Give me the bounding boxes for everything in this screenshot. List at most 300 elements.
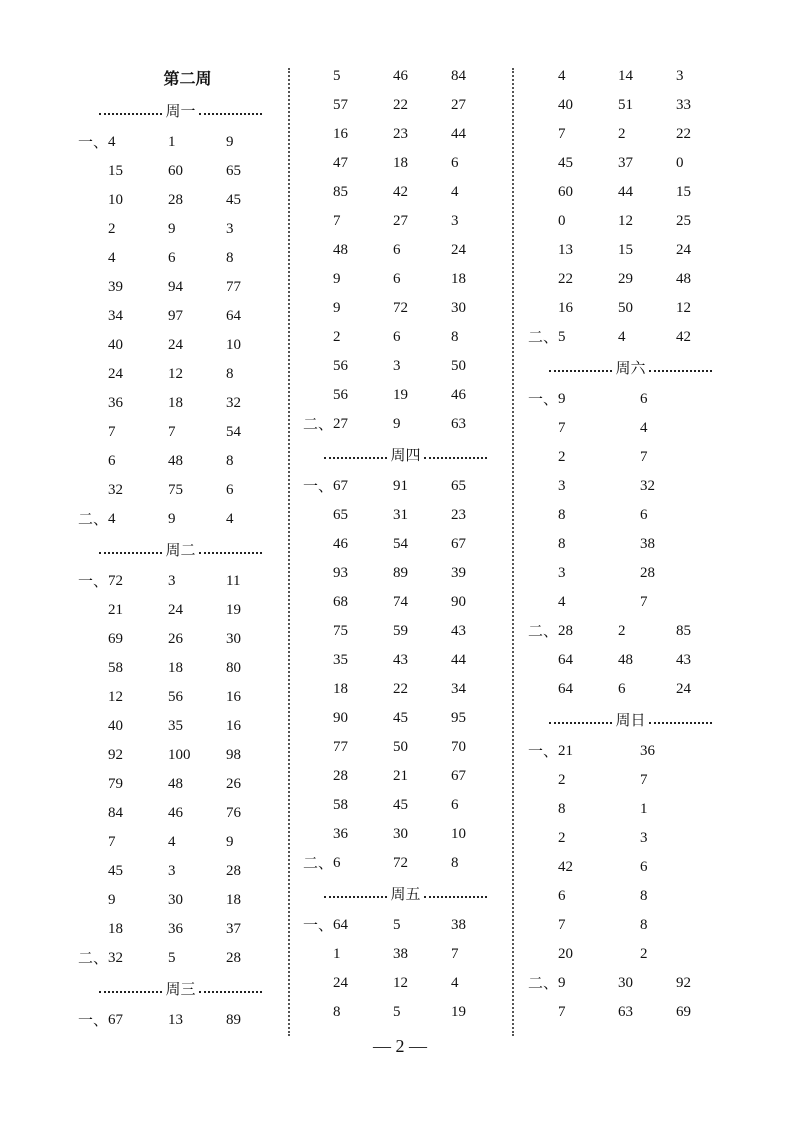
answer-value: 59 (393, 623, 408, 639)
section-marker: 一、 (303, 916, 334, 934)
answer-value: 64 (558, 652, 573, 668)
answer-value: 7 (640, 594, 648, 610)
section-marker: 一、 (528, 390, 559, 408)
answer-row (303, 91, 508, 120)
answer-row (528, 385, 733, 414)
section-marker: 一、 (303, 477, 334, 495)
answer-value: 13 (558, 242, 573, 258)
answer-value: 64 (558, 681, 573, 697)
answer-value: 7 (558, 1004, 566, 1020)
answer-row (78, 886, 283, 915)
answer-value: 32 (640, 478, 655, 494)
dotted-leader (199, 113, 262, 115)
answer-value: 3 (558, 565, 566, 581)
answer-value: 67 (108, 1012, 123, 1028)
answer-value: 5 (168, 950, 176, 966)
answer-value: 4 (558, 68, 566, 84)
answer-value: 8 (558, 536, 566, 552)
answer-value: 43 (393, 652, 408, 668)
answer-value: 7 (108, 834, 116, 850)
answer-value: 46 (333, 536, 348, 552)
answer-row (78, 567, 283, 596)
answer-value: 40 (108, 337, 123, 353)
answer-value: 10 (108, 192, 123, 208)
answer-value: 74 (393, 594, 408, 610)
answer-value: 5 (393, 917, 401, 933)
answer-value: 54 (226, 424, 241, 440)
section-marker: 一、 (528, 742, 559, 760)
dotted-leader (424, 896, 487, 898)
answer-row (303, 381, 508, 410)
answer-value: 45 (558, 155, 573, 171)
answer-row (78, 186, 283, 215)
answer-value: 45 (393, 797, 408, 813)
answer-value: 84 (108, 805, 123, 821)
answer-row (303, 472, 508, 501)
answer-value: 64 (226, 308, 241, 324)
answer-value: 43 (451, 623, 466, 639)
answer-value: 7 (558, 917, 566, 933)
answer-value: 56 (168, 689, 183, 705)
answer-value: 98 (226, 747, 241, 763)
day-label: 周四 (390, 446, 421, 464)
answer-value: 12 (168, 366, 183, 382)
answer-value: 64 (333, 917, 348, 933)
answer-value: 22 (393, 97, 408, 113)
answer-row (528, 646, 733, 675)
answer-value: 6 (393, 329, 401, 345)
section-marker: 一、 (78, 572, 109, 590)
answer-row (78, 157, 283, 186)
answer-row (528, 207, 733, 236)
answer-row (528, 120, 733, 149)
answer-value: 40 (108, 718, 123, 734)
answer-value: 72 (108, 573, 123, 589)
answer-value: 31 (393, 507, 408, 523)
answer-value: 94 (168, 279, 183, 295)
answer-value: 65 (333, 507, 348, 523)
answer-value: 7 (640, 449, 648, 465)
answer-value: 77 (333, 739, 348, 755)
answer-value: 4 (640, 420, 648, 436)
dotted-leader (549, 370, 612, 372)
answer-row (303, 820, 508, 849)
answer-value: 58 (333, 797, 348, 813)
section-marker: 二、 (528, 974, 559, 992)
answer-value: 63 (451, 416, 466, 432)
answer-value: 8 (451, 855, 459, 871)
dotted-leader (324, 896, 387, 898)
day-label: 周日 (615, 711, 646, 729)
answer-value: 4 (108, 250, 116, 266)
answer-value: 6 (333, 855, 341, 871)
section-marker: 二、 (303, 854, 334, 872)
answer-value: 9 (333, 271, 341, 287)
answer-value: 38 (393, 946, 408, 962)
answer-row (303, 675, 508, 704)
answer-column-2 (303, 62, 508, 1027)
answer-value: 38 (451, 917, 466, 933)
answer-row (78, 360, 283, 389)
answer-value: 4 (618, 329, 626, 345)
answer-row (528, 882, 733, 911)
answer-row (78, 683, 283, 712)
answer-value: 92 (676, 975, 691, 991)
answer-value: 44 (451, 126, 466, 142)
answer-row (528, 969, 733, 998)
answer-value: 2 (558, 449, 566, 465)
day-label: 周三 (165, 980, 196, 998)
answer-row (78, 128, 283, 157)
answer-value: 69 (108, 631, 123, 647)
day-header (78, 973, 283, 1006)
dotted-leader (199, 991, 262, 993)
answer-row (78, 654, 283, 683)
answer-value: 9 (108, 892, 116, 908)
answer-value: 15 (618, 242, 633, 258)
answer-value: 9 (168, 221, 176, 237)
answer-value: 28 (558, 623, 573, 639)
answer-value: 57 (333, 97, 348, 113)
answer-value: 24 (676, 681, 691, 697)
answer-row (528, 236, 733, 265)
answer-value: 75 (168, 482, 183, 498)
answer-row (78, 741, 283, 770)
answer-row (528, 766, 733, 795)
answer-row (303, 62, 508, 91)
answer-value: 28 (168, 192, 183, 208)
answer-value: 16 (226, 689, 241, 705)
day-header (528, 704, 733, 737)
answer-row (528, 617, 733, 646)
dotted-leader (424, 457, 487, 459)
answer-value: 33 (676, 97, 691, 113)
answer-row (78, 857, 283, 886)
answer-value: 6 (393, 271, 401, 287)
answer-row (303, 501, 508, 530)
answer-value: 2 (108, 221, 116, 237)
answer-value: 18 (168, 395, 183, 411)
answer-value: 26 (168, 631, 183, 647)
answer-value: 85 (676, 623, 691, 639)
answer-value: 48 (618, 652, 633, 668)
answer-row (303, 530, 508, 559)
answer-value: 44 (451, 652, 466, 668)
answer-value: 9 (558, 975, 566, 991)
answer-row (528, 501, 733, 530)
section-marker: 一、 (78, 1011, 109, 1029)
answer-row (303, 849, 508, 878)
answer-row (528, 824, 733, 853)
answer-value: 67 (451, 536, 466, 552)
answer-value: 5 (558, 329, 566, 345)
answer-row (303, 120, 508, 149)
answer-value: 7 (333, 213, 341, 229)
answer-row (303, 969, 508, 998)
answer-row (303, 236, 508, 265)
answer-value: 6 (558, 888, 566, 904)
answer-row (303, 704, 508, 733)
answer-value: 15 (108, 163, 123, 179)
answer-value: 2 (640, 946, 648, 962)
answer-row (303, 762, 508, 791)
answer-value: 6 (640, 391, 648, 407)
answer-value: 8 (558, 801, 566, 817)
answer-value: 37 (618, 155, 633, 171)
answer-value: 72 (393, 855, 408, 871)
answer-value: 91 (393, 478, 408, 494)
answer-row (78, 331, 283, 360)
day-label: 周五 (390, 885, 421, 903)
answer-value: 9 (168, 511, 176, 527)
answer-value: 0 (676, 155, 684, 171)
answer-value: 84 (451, 68, 466, 84)
answer-value: 40 (558, 97, 573, 113)
answer-value: 67 (451, 768, 466, 784)
answer-value: 50 (393, 739, 408, 755)
dotted-leader (99, 991, 162, 993)
answer-value: 3 (451, 213, 459, 229)
answer-value: 18 (333, 681, 348, 697)
answer-value: 68 (333, 594, 348, 610)
answer-value: 7 (640, 772, 648, 788)
answer-value: 7 (558, 126, 566, 142)
answer-row (528, 853, 733, 882)
answer-row (78, 596, 283, 625)
answer-value: 32 (108, 950, 123, 966)
day-header (528, 352, 733, 385)
answer-row (303, 733, 508, 762)
answer-row (303, 149, 508, 178)
answer-value: 28 (226, 863, 241, 879)
page-number: — 2 — (373, 1036, 427, 1056)
answer-value: 6 (451, 797, 459, 813)
answer-value: 45 (226, 192, 241, 208)
answer-row (528, 472, 733, 501)
answer-value: 20 (558, 946, 573, 962)
answer-row (78, 389, 283, 418)
answer-row (303, 323, 508, 352)
answer-value: 56 (333, 387, 348, 403)
answer-row (78, 447, 283, 476)
dotted-leader (99, 552, 162, 554)
day-header (303, 439, 508, 472)
answer-row (528, 940, 733, 969)
answer-value: 90 (333, 710, 348, 726)
answer-row (528, 737, 733, 766)
answer-value: 30 (451, 300, 466, 316)
dotted-leader (199, 552, 262, 554)
answer-value: 4 (108, 511, 116, 527)
answer-value: 11 (226, 573, 241, 589)
answer-value: 36 (640, 743, 655, 759)
answer-value: 8 (226, 250, 234, 266)
column-divider (288, 68, 290, 1036)
answer-value: 30 (393, 826, 408, 842)
answer-value: 6 (640, 859, 648, 875)
answer-value: 14 (618, 68, 633, 84)
section-marker: 二、 (303, 415, 334, 433)
answer-value: 8 (640, 888, 648, 904)
answer-value: 63 (618, 1004, 633, 1020)
answer-value: 32 (108, 482, 123, 498)
answer-value: 18 (393, 155, 408, 171)
answer-value: 10 (451, 826, 466, 842)
answer-row (78, 770, 283, 799)
answer-value: 9 (393, 416, 401, 432)
answer-row (303, 178, 508, 207)
answer-row (78, 712, 283, 741)
answer-value: 21 (558, 743, 573, 759)
answer-value: 36 (108, 395, 123, 411)
answer-value: 67 (333, 478, 348, 494)
answer-value: 80 (226, 660, 241, 676)
answer-value: 13 (168, 1012, 183, 1028)
section-marker: 二、 (78, 949, 109, 967)
answer-value: 46 (451, 387, 466, 403)
answer-value: 27 (393, 213, 408, 229)
answer-value: 24 (108, 366, 123, 382)
answer-value: 4 (108, 134, 116, 150)
page-title: 第二周 (163, 69, 212, 88)
answer-value: 28 (226, 950, 241, 966)
answer-value: 6 (618, 681, 626, 697)
answer-value: 24 (168, 337, 183, 353)
answer-value: 6 (451, 155, 459, 171)
day-header (303, 878, 508, 911)
answer-row (78, 799, 283, 828)
answer-row (78, 1006, 283, 1035)
answer-value: 7 (451, 946, 459, 962)
day-header (78, 95, 283, 128)
answer-value: 12 (676, 300, 691, 316)
dotted-leader (649, 722, 712, 724)
answer-value: 90 (451, 594, 466, 610)
answer-row (303, 588, 508, 617)
answer-value: 16 (226, 718, 241, 734)
answer-value: 58 (108, 660, 123, 676)
answer-row (78, 215, 283, 244)
answer-value: 37 (226, 921, 241, 937)
answer-value: 23 (451, 507, 466, 523)
answer-value: 60 (168, 163, 183, 179)
answer-row (528, 323, 733, 352)
answer-value: 36 (333, 826, 348, 842)
answer-value: 2 (618, 126, 626, 142)
answer-value: 47 (333, 155, 348, 171)
answer-value: 0 (558, 213, 566, 229)
answer-row (528, 530, 733, 559)
answer-value: 89 (393, 565, 408, 581)
answer-value: 3 (168, 863, 176, 879)
answer-row (528, 795, 733, 824)
answer-row (528, 998, 733, 1027)
answer-value: 28 (640, 565, 655, 581)
answer-value: 24 (168, 602, 183, 618)
answer-value: 2 (333, 329, 341, 345)
answer-value: 4 (451, 975, 459, 991)
answer-row (78, 944, 283, 973)
answer-value: 56 (333, 358, 348, 374)
answer-value: 34 (451, 681, 466, 697)
answer-value: 25 (676, 213, 691, 229)
answer-value: 72 (393, 300, 408, 316)
answer-value: 69 (676, 1004, 691, 1020)
answer-value: 3 (226, 221, 234, 237)
answer-row (78, 244, 283, 273)
answer-value: 95 (451, 710, 466, 726)
answer-value: 18 (168, 660, 183, 676)
answer-row (78, 476, 283, 505)
answer-value: 70 (451, 739, 466, 755)
answer-row (78, 273, 283, 302)
answer-value: 9 (558, 391, 566, 407)
answer-value: 23 (393, 126, 408, 142)
answer-value: 30 (226, 631, 241, 647)
answer-value: 7 (558, 420, 566, 436)
answer-row (303, 352, 508, 381)
answer-value: 15 (676, 184, 691, 200)
answer-row (528, 149, 733, 178)
answer-row (78, 418, 283, 447)
answer-value: 30 (168, 892, 183, 908)
day-label: 周二 (165, 541, 196, 559)
answer-value: 6 (640, 507, 648, 523)
answer-value: 18 (226, 892, 241, 908)
answer-value: 45 (108, 863, 123, 879)
answer-value: 8 (226, 453, 234, 469)
section-marker: 二、 (78, 510, 109, 528)
answer-value: 77 (226, 279, 241, 295)
answer-value: 43 (676, 652, 691, 668)
day-label: 周六 (615, 359, 646, 377)
answer-value: 42 (676, 329, 691, 345)
answer-value: 10 (226, 337, 241, 353)
answer-value: 3 (168, 573, 176, 589)
answer-value: 27 (451, 97, 466, 113)
answer-value: 39 (451, 565, 466, 581)
answer-row (303, 410, 508, 439)
answer-value: 1 (168, 134, 176, 150)
answer-row (528, 911, 733, 940)
answer-value: 50 (618, 300, 633, 316)
answer-value: 26 (226, 776, 241, 792)
answer-value: 42 (558, 859, 573, 875)
answer-column-1 (78, 62, 283, 1035)
answer-row (78, 505, 283, 534)
answer-value: 12 (108, 689, 123, 705)
answer-row (303, 559, 508, 588)
answer-value: 2 (618, 623, 626, 639)
answer-value: 45 (393, 710, 408, 726)
answer-value: 36 (168, 921, 183, 937)
answer-row (528, 62, 733, 91)
answer-value: 8 (558, 507, 566, 523)
answer-value: 24 (451, 242, 466, 258)
answer-row (303, 940, 508, 969)
answer-value: 30 (618, 975, 633, 991)
answer-value: 8 (333, 1004, 341, 1020)
answer-value: 38 (640, 536, 655, 552)
answer-value: 29 (618, 271, 633, 287)
answer-value: 19 (393, 387, 408, 403)
answer-value: 2 (558, 772, 566, 788)
answer-row (303, 294, 508, 323)
answer-value: 50 (451, 358, 466, 374)
answer-row (303, 998, 508, 1027)
dotted-leader (324, 457, 387, 459)
column-divider (512, 68, 514, 1036)
